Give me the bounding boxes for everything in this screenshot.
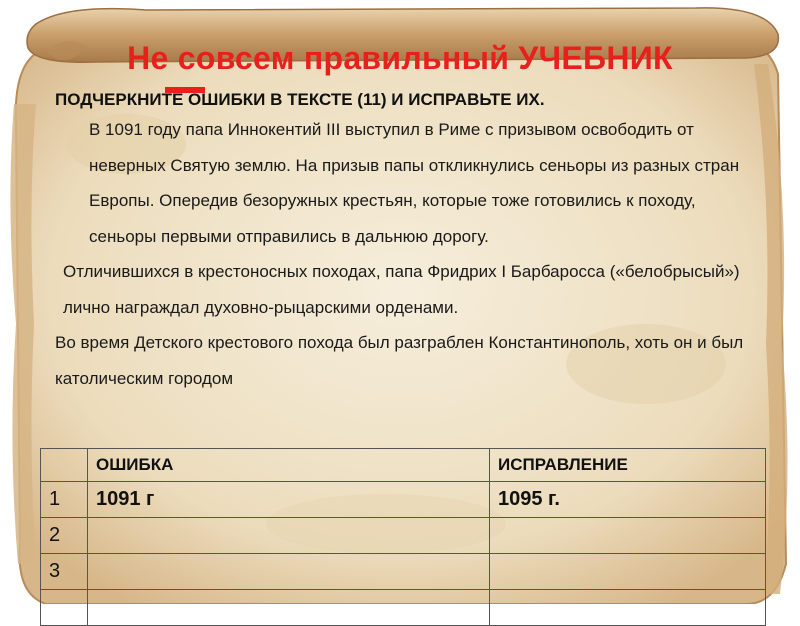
header-correction: ИСПРАВЛЕНИЕ: [490, 449, 766, 482]
correction-cell[interactable]: 1095 г.: [490, 482, 766, 518]
table-row: [41, 590, 766, 626]
page-title: Не совсем правильный УЧЕБНИК: [127, 40, 673, 76]
table-header-row: [41, 449, 766, 482]
paragraph-1: В 1091 году папа Иннокентий III выступил в Риме с призывом освободить от неверных Святую землю. На призыв папы откликнулись сеньоры из разных стран Европы. Опередив безоружных крестьян, которые тоже готовились к походу, сеньоры первыми отправились в дальнюю дорогу.: [89, 120, 740, 246]
row-number: 2: [41, 518, 88, 554]
error-cell[interactable]: [88, 590, 490, 626]
error-cell[interactable]: [88, 554, 490, 590]
row-number: 3: [41, 554, 88, 590]
table-row: [41, 554, 766, 590]
correction-cell[interactable]: [490, 590, 766, 626]
correction-cell[interactable]: [490, 554, 766, 590]
table-row: [41, 482, 766, 518]
row-number: [41, 590, 88, 626]
table-row: [41, 518, 766, 554]
header-error: ОШИБКА: [88, 449, 490, 482]
paragraph-2: Отличившихся в крестоносных походах, папа Фридрих I Барбаросса («белобрысый») лично награждал духовно-рыцарскими орденами.: [63, 262, 740, 317]
header-number: [41, 449, 88, 482]
row-number: 1: [41, 482, 88, 518]
error-cell[interactable]: 1091 г: [88, 482, 490, 518]
paragraph-3: Во время Детского крестового похода был разграблен Константинополь, хоть он и был католическим городом: [55, 333, 744, 388]
errors-table: [40, 448, 766, 626]
correction-cell[interactable]: [490, 518, 766, 554]
instruction-heading: ПОДЧЕРКНИТЕ ОШИБКИ В ТЕКСТЕ (11) И ИСПРАВЬТЕ ИХ.: [55, 90, 545, 109]
error-cell[interactable]: [88, 518, 490, 554]
exercise-text: [55, 112, 755, 396]
